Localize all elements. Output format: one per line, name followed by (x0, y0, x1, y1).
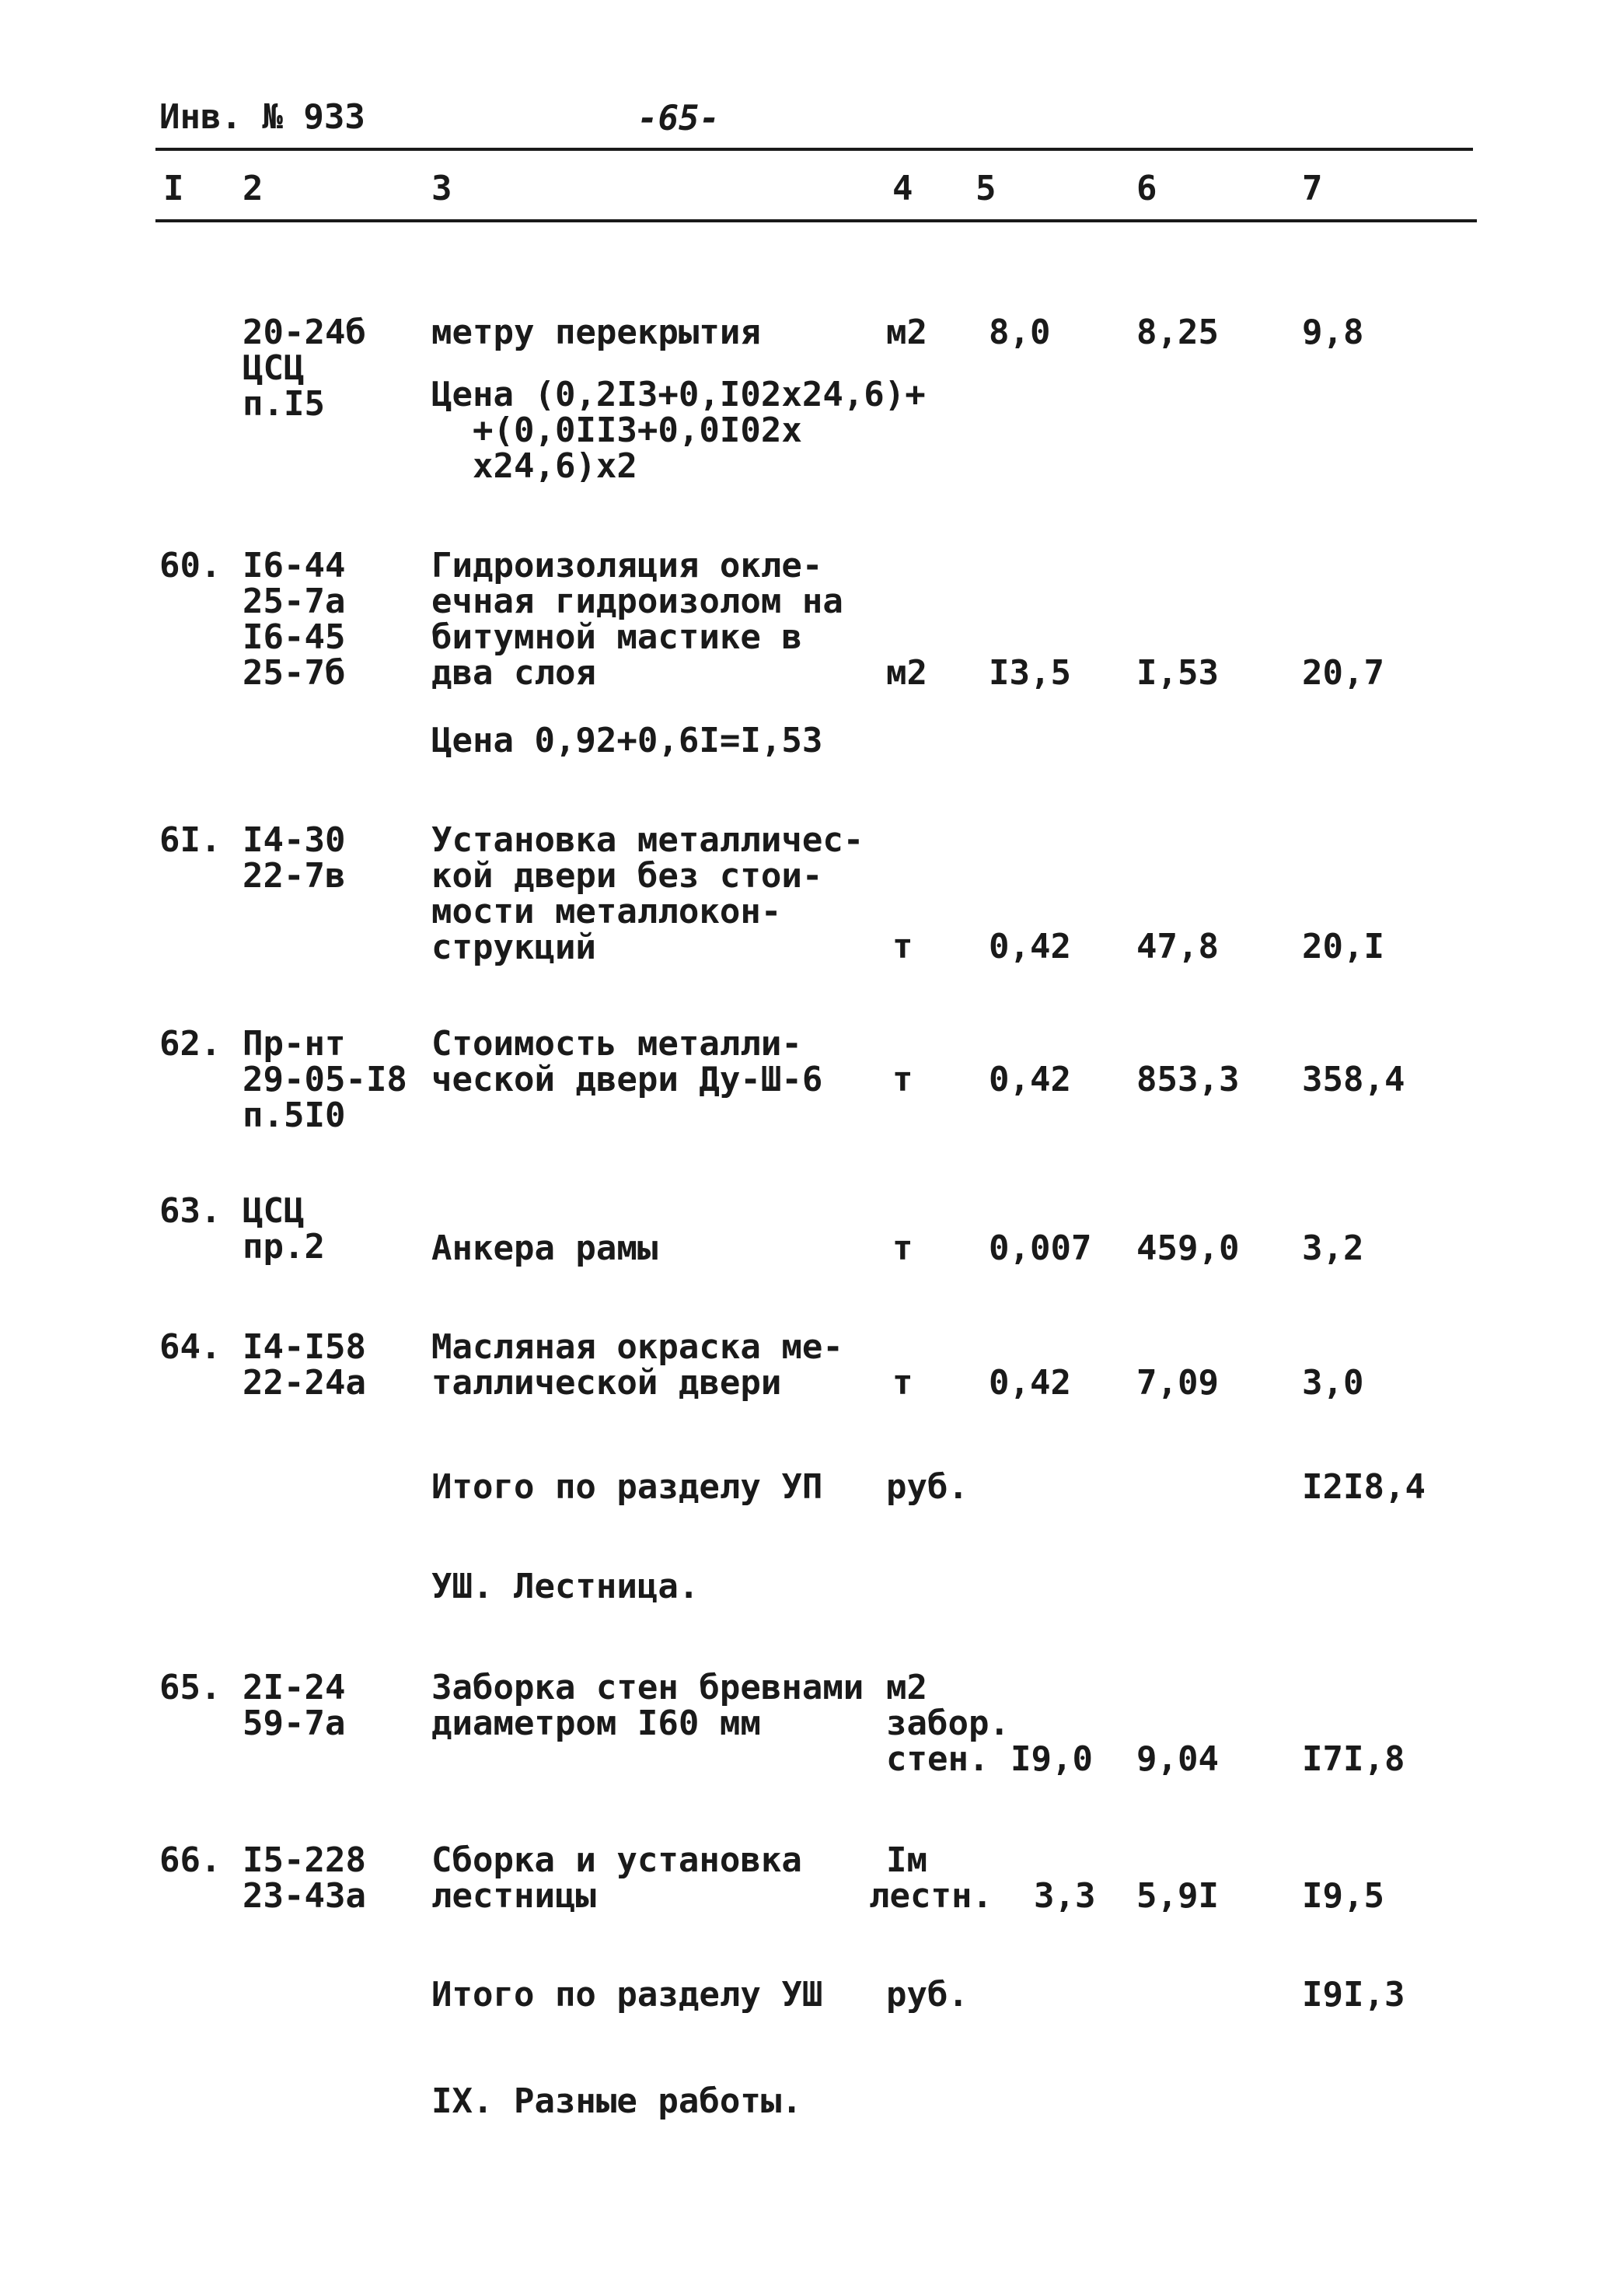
row-total: I9,5 (1302, 1876, 1384, 1916)
row-total: 20,7 (1302, 653, 1384, 693)
row-description: метру перекрытия (431, 313, 761, 352)
row-price-note: Цена (0,2I3+0,I02х24,6)+ +(0,0II3+0,0I02х х24,6)х2 (431, 375, 926, 486)
row-unit-price: I,53 (1136, 653, 1219, 693)
row-code: Пр-нт 29-05-I8 п.5I0 (243, 1024, 407, 1135)
row-unit: т (892, 927, 913, 966)
row-number: 6I. (159, 820, 222, 860)
row-unit-price: 47,8 (1136, 927, 1219, 966)
row-unit-price: 9,04 (1136, 1739, 1219, 1779)
row-unit-price: 7,09 (1136, 1363, 1219, 1403)
row-code: 20-24б ЦСЦ п.I5 (243, 313, 366, 424)
row-code: I6-44 25-7а I6-45 25-7б (243, 546, 346, 693)
row-description: Гидроизоляция окле- ечная гидроизолом на битумной мастике в два слоя (431, 546, 843, 693)
subtotal-total: I9I,3 (1302, 1975, 1405, 2015)
row-quantity: I9,0 (1010, 1739, 1093, 1779)
row-number: 65. (159, 1668, 222, 1707)
col-2: 2 (243, 169, 264, 208)
row-quantity: 0,42 (989, 927, 1071, 966)
row-total: I7I,8 (1302, 1739, 1405, 1779)
row-number: 66. (159, 1840, 222, 1880)
page-number: -65- (637, 99, 720, 138)
row-unit-price: 459,0 (1136, 1228, 1240, 1268)
row-unit: м2 забор. стен. (886, 1668, 1010, 1779)
col-5: 5 (976, 169, 996, 208)
col-6: 6 (1136, 169, 1157, 208)
row-code: I4-30 22-7в (243, 820, 346, 896)
row-total: 9,8 (1302, 313, 1364, 352)
row-price-note: Цена 0,92+0,6I=I,53 (431, 721, 823, 760)
row-description: Стоимость металли- ческой двери Ду-Ш-6 (431, 1024, 823, 1099)
row-quantity: 0,42 (989, 1363, 1071, 1403)
subtotal-label: Итого по разделу УП (431, 1467, 823, 1507)
row-unit-price: 853,3 (1136, 1060, 1240, 1099)
row-code: I4-I58 22-24а (243, 1327, 366, 1403)
row-quantity: 8,0 (989, 313, 1051, 352)
col-1: I (163, 169, 184, 208)
row-unit: м2 (886, 313, 927, 352)
row-description: Масляная окраска ме- таллической двери (431, 1327, 843, 1403)
row-unit: т (892, 1060, 913, 1099)
row-number: 63. (159, 1191, 222, 1231)
row-code: I5-228 23-43а (243, 1840, 366, 1916)
row-unit: т (892, 1228, 913, 1268)
row-quantity: 0,42 (989, 1060, 1071, 1099)
row-number: 64. (159, 1327, 222, 1367)
row-quantity: 0,007 (989, 1228, 1092, 1268)
row-description: Сборка и установка лестницы (431, 1840, 802, 1916)
row-code: ЦСЦ пр.2 (243, 1191, 325, 1267)
row-total: 3,0 (1302, 1363, 1364, 1403)
subtotal-label: Итого по разделу УШ (431, 1975, 823, 2015)
row-description: Заборка стен бревнами диаметром I60 мм (431, 1668, 864, 1743)
row-total: 3,2 (1302, 1228, 1364, 1268)
row-total: 358,4 (1302, 1060, 1405, 1099)
row-description: Анкера рамы (431, 1228, 658, 1268)
row-unit: т (892, 1363, 913, 1403)
inventory-number: Инв. № 933 (159, 97, 365, 137)
header-bottom-rule (155, 219, 1477, 222)
header-top-rule (155, 148, 1473, 151)
row-unit-price: 8,25 (1136, 313, 1219, 352)
row-total: 20,I (1302, 927, 1384, 966)
subtotal-total: I2I8,4 (1302, 1467, 1426, 1507)
row-quantity: I3,5 (989, 653, 1071, 693)
row-number: 60. (159, 546, 222, 585)
row-unit: м2 (886, 653, 927, 693)
row-unit: Iм лестн. (869, 1840, 993, 1916)
col-3: 3 (431, 169, 452, 208)
row-number: 62. (159, 1024, 222, 1064)
row-description: Установка металличес- кой двери без стои- мости металлокон- струкций (431, 820, 864, 967)
row-quantity: 3,3 (1034, 1876, 1096, 1916)
section-heading: IX. Разные работы. (431, 2081, 802, 2121)
section-heading: УШ. Лестница. (431, 1567, 700, 1606)
subtotal-unit: руб. (886, 1975, 969, 2015)
row-unit-price: 5,9I (1136, 1876, 1219, 1916)
col-4: 4 (892, 169, 913, 208)
row-code: 2I-24 59-7а (243, 1668, 346, 1743)
col-7: 7 (1302, 169, 1323, 208)
subtotal-unit: руб. (886, 1467, 969, 1507)
